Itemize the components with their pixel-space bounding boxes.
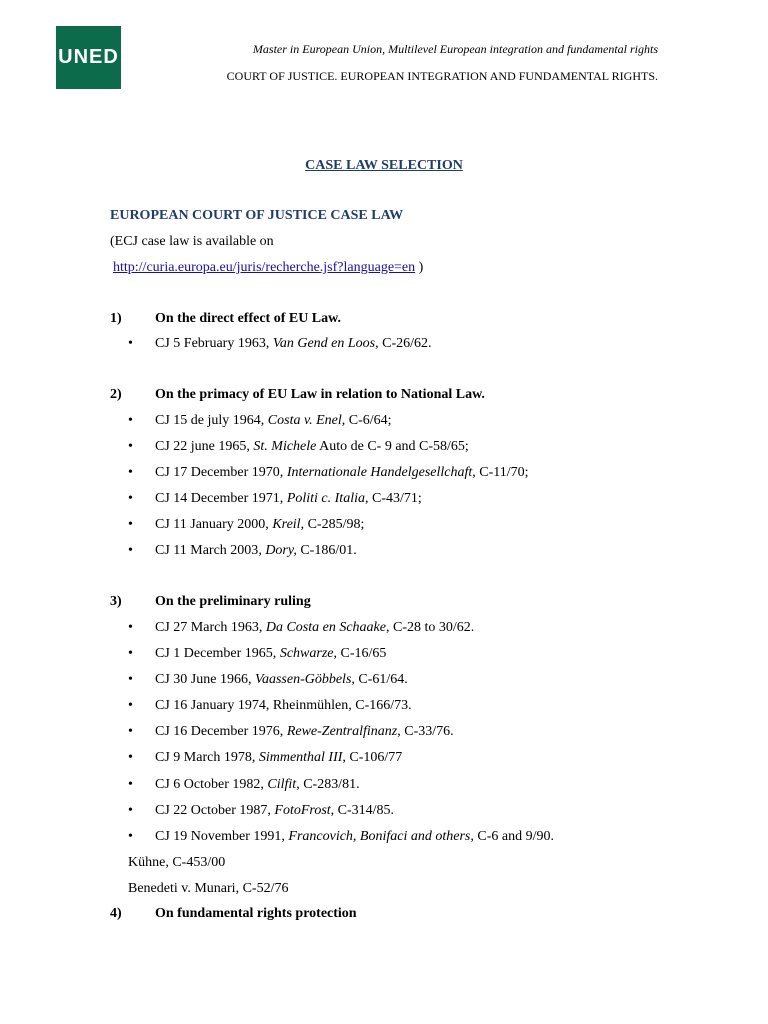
bullet-icon: • — [128, 543, 133, 558]
section-number: 4) — [110, 906, 122, 921]
list-item: • CJ 6 October 1982, Cilfit, C-283/81. — [128, 777, 360, 792]
link-line — [113, 260, 423, 276]
bullet-icon: • — [128, 829, 133, 844]
bullet-icon: • — [128, 517, 133, 532]
bullet-icon: • — [128, 777, 133, 792]
section-title: On the primacy of EU Law in relation to National Law. — [155, 387, 485, 402]
extra-case: Benedeti v. Munari, C-52/76 — [128, 881, 289, 896]
list-item: • CJ 16 December 1976, Rewe-Zentralfinanz, C-33/76. — [128, 724, 454, 739]
bullet-icon: • — [128, 724, 133, 739]
bullet-icon: • — [128, 465, 133, 480]
bullet-icon: • — [128, 646, 133, 661]
uned-logo: UNED — [56, 26, 121, 89]
bullet-icon: • — [128, 620, 133, 635]
bullet-icon: • — [128, 698, 133, 713]
section-number: 3) — [110, 594, 122, 609]
section-number: 1) — [110, 311, 122, 326]
section-heading: EUROPEAN COURT OF JUSTICE CASE LAW — [110, 208, 404, 223]
list-item: • CJ 27 March 1963, Da Costa en Schaake, C-28 to 30/62. — [128, 620, 475, 635]
bullet-icon: • — [128, 336, 133, 351]
section-1-heading — [110, 311, 341, 327]
section-3-heading — [110, 594, 311, 610]
curia-link[interactable]: http://curia.europa.eu/juris/recherche.jsf?language=en — [113, 260, 416, 275]
list-item: • CJ 1 December 1965, Schwarze, C-16/65 — [128, 646, 387, 661]
list-item: • CJ 14 December 1971, Politi c. Italia, C-43/71; — [128, 491, 422, 506]
section-number: 2) — [110, 387, 122, 402]
header-course-title: COURT OF JUSTICE. EUROPEAN INTEGRATION AND FUNDAMENTAL RIGHTS. — [226, 69, 658, 83]
header-master-title: Master in European Union, Multilevel European integration and fundamental rights — [252, 42, 658, 56]
list-item: • CJ 22 june 1965, St. Michele Auto de C- 9 and C-58/65; — [128, 439, 469, 454]
bullet-icon: • — [128, 803, 133, 818]
page-title: CASE LAW SELECTION — [305, 158, 463, 173]
list-item: • CJ 15 de july 1964, Costa v. Enel, C-6/64; — [128, 413, 392, 428]
list-item: • CJ 17 December 1970, Internationale Handelgesellchaft, C-11/70; — [128, 465, 529, 480]
list-item: • CJ 19 November 1991, Francovich, Bonifaci and others, C-6 and 9/90. — [128, 829, 554, 844]
list-item: • CJ 16 January 1974, Rheinmühlen, C-166/73. — [128, 698, 412, 713]
list-item: • CJ 5 February 1963, Van Gend en Loos, C-26/62. — [128, 336, 432, 351]
bullet-icon: • — [128, 491, 133, 506]
list-item: • CJ 9 March 1978, Simmenthal III, C-106/77 — [128, 750, 403, 765]
list-item: • CJ 11 January 2000, Kreil, C-285/98; — [128, 517, 365, 532]
bullet-icon: • — [128, 672, 133, 687]
section-title: On the preliminary ruling — [155, 594, 311, 609]
bullet-icon: • — [128, 750, 133, 765]
list-item: • CJ 11 March 2003, Dory, C-186/01. — [128, 543, 357, 558]
section-title: On the direct effect of EU Law. — [155, 311, 341, 326]
bullet-icon: • — [128, 439, 133, 454]
bullet-icon: • — [128, 413, 133, 428]
section-title: On fundamental rights protection — [155, 906, 357, 921]
link-suffix: ) — [415, 260, 424, 275]
extra-case: Kühne, C-453/00 — [128, 855, 226, 870]
section-4-heading — [110, 906, 357, 922]
list-item: • CJ 30 June 1966, Vaassen-Göbbels, C-61/64. — [128, 672, 408, 687]
section-2-heading — [110, 387, 485, 403]
list-item: • CJ 22 October 1987, FotoFrost, C-314/85. — [128, 803, 395, 818]
availability-note: (ECJ case law is available on — [110, 234, 274, 249]
